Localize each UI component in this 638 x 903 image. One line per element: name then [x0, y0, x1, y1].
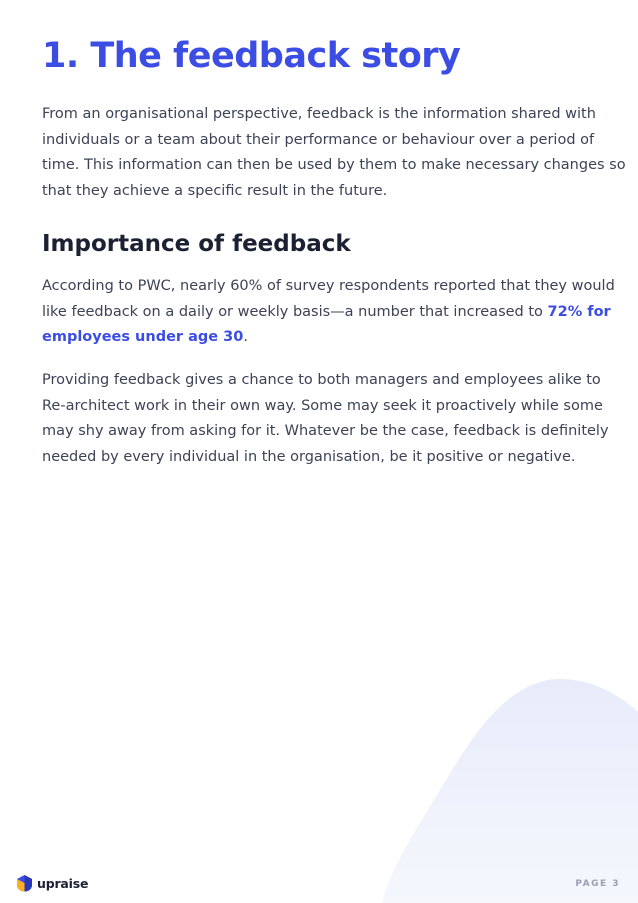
intro-line: time. This information can then be used by them to make necessary changes so: [42, 157, 626, 174]
page-number: PAGE 3: [575, 879, 620, 889]
upraise-logo: [16, 874, 88, 892]
pwc-line-end: .: [243, 329, 248, 346]
section-heading: Importance of feedback: [42, 231, 351, 257]
highlight-statistic: employees under age 30: [42, 329, 244, 346]
pwc-line: According to PWC, nearly 60% of survey respondents reported that they would: [42, 278, 615, 294]
pwc-line: [42, 300, 611, 326]
pwc-paragraph: [42, 274, 615, 351]
paragraph-line: needed by every individual in the organisation, be it positive or negative.: [42, 448, 576, 465]
upraise-logo-text: upraise: [37, 875, 89, 891]
providing-feedback-paragraph: [42, 368, 609, 470]
paragraph-line: may shy away from asking for it. Whatever be the case, feedback is definitely: [42, 423, 609, 440]
pwc-line: [42, 325, 602, 351]
page-heading: 1. The feedback story: [42, 36, 461, 76]
intro-paragraph: [42, 102, 626, 204]
intro-line: individuals or a team about their performance or behaviour over a period of: [42, 131, 595, 148]
upraise-logo-icon: [16, 874, 33, 892]
highlight-statistic: 72% for: [547, 303, 611, 320]
paragraph-line: Providing feedback gives a chance to both managers and employees alike to: [42, 372, 601, 388]
intro-line: From an organisational perspective, feedback is the information shared with: [42, 106, 596, 122]
pwc-line-text: like feedback on a daily or weekly basis—a number that increased to: [42, 303, 548, 320]
paragraph-line: Re-architect work in their own way. Some may seek it proactively while some: [42, 397, 603, 414]
intro-line: that they achieve a specific result in the future.: [42, 182, 388, 199]
